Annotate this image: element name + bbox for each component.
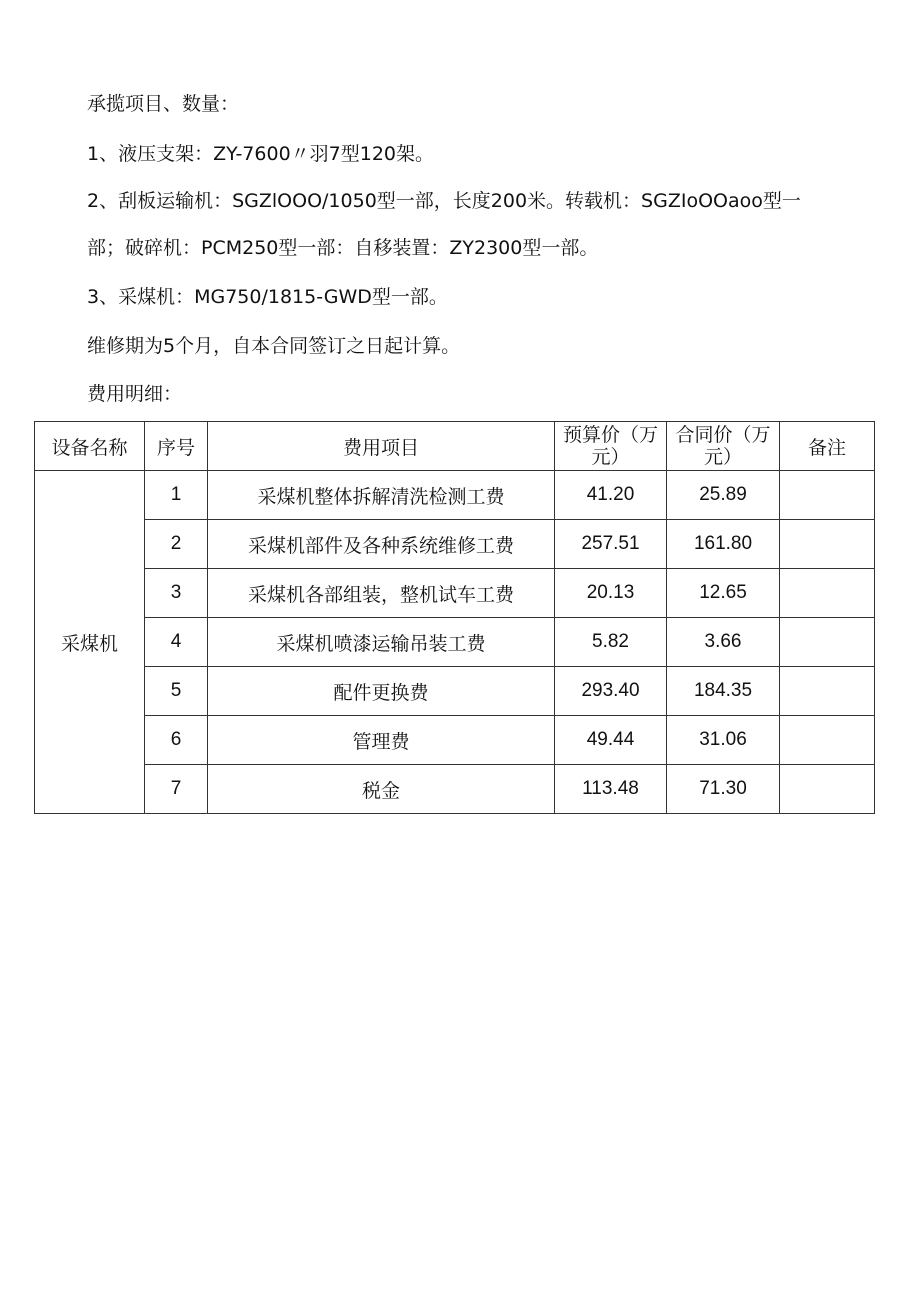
item-cell: 采煤机部件及各种系统维修工费: [208, 520, 555, 569]
seq-cell: 5: [145, 667, 208, 716]
remark-cell: [780, 618, 875, 667]
contract-cell: 3.66: [667, 618, 780, 667]
item-cell: 管理费: [208, 716, 555, 765]
header-device: 设备名称: [35, 422, 145, 471]
item-line-3: 3、采煤机：MG750/1815-GWD型一部。: [87, 286, 448, 308]
header-item: 费用项目: [208, 422, 555, 471]
contract-cell: 71.30: [667, 765, 780, 814]
budget-cell: 257.51: [555, 520, 667, 569]
item-line-2b: 部；破碎机：PCM250型一部：自移装置：ZY2300型一部。: [87, 237, 599, 259]
header-budget-label: 预算价（万元）: [562, 424, 658, 468]
budget-cell: 49.44: [555, 716, 667, 765]
table-row: [35, 667, 875, 716]
header-remark: 备注: [780, 422, 875, 471]
remark-cell: [780, 716, 875, 765]
budget-cell: 20.13: [555, 569, 667, 618]
budget-cell: 5.82: [555, 618, 667, 667]
seq-cell: 4: [145, 618, 208, 667]
table-row: [35, 716, 875, 765]
header-seq: 序号: [145, 422, 208, 471]
table-row: [35, 618, 875, 667]
fee-table: [34, 421, 875, 814]
table-row: [35, 765, 875, 814]
remark-cell: [780, 667, 875, 716]
item-line-1: 1、液压支架：ZY-7600〃羽7型120架。: [87, 143, 435, 165]
contract-cell: 31.06: [667, 716, 780, 765]
section-heading: 承揽项目、数量：: [87, 93, 240, 115]
item-cell: 配件更换费: [208, 667, 555, 716]
seq-cell: 2: [145, 520, 208, 569]
remark-cell: [780, 471, 875, 520]
maintenance-period: 维修期为5个月，自本合同签订之日起计算。: [87, 335, 461, 357]
seq-cell: 7: [145, 765, 208, 814]
seq-cell: 1: [145, 471, 208, 520]
remark-cell: [780, 765, 875, 814]
item-line-2a: 2、刮板运输机：SGZlOOO/1050型一部，长度200米。转载机：SGZIoOOaoo型一: [87, 190, 801, 212]
contract-cell: 12.65: [667, 569, 780, 618]
table-row: [35, 471, 875, 520]
table-header-row: [35, 422, 875, 471]
seq-cell: 6: [145, 716, 208, 765]
item-cell: 采煤机整体拆解清洗检测工费: [208, 471, 555, 520]
header-contract-label: 合同价（万元）: [675, 424, 771, 468]
device-name-cell: 采煤机: [35, 471, 145, 814]
table-row: [35, 520, 875, 569]
budget-cell: 41.20: [555, 471, 667, 520]
budget-cell: 113.48: [555, 765, 667, 814]
contract-cell: 25.89: [667, 471, 780, 520]
budget-cell: 293.40: [555, 667, 667, 716]
header-contract: [667, 422, 780, 471]
remark-cell: [780, 569, 875, 618]
item-cell: 采煤机喷漆运输吊装工费: [208, 618, 555, 667]
contract-cell: 184.35: [667, 667, 780, 716]
header-budget: [555, 422, 667, 471]
fee-title: 费用明细：: [87, 383, 183, 405]
remark-cell: [780, 520, 875, 569]
seq-cell: 3: [145, 569, 208, 618]
table-row: [35, 569, 875, 618]
item-cell: 税金: [208, 765, 555, 814]
contract-cell: 161.80: [667, 520, 780, 569]
item-cell: 采煤机各部组装，整机试车工费: [208, 569, 555, 618]
